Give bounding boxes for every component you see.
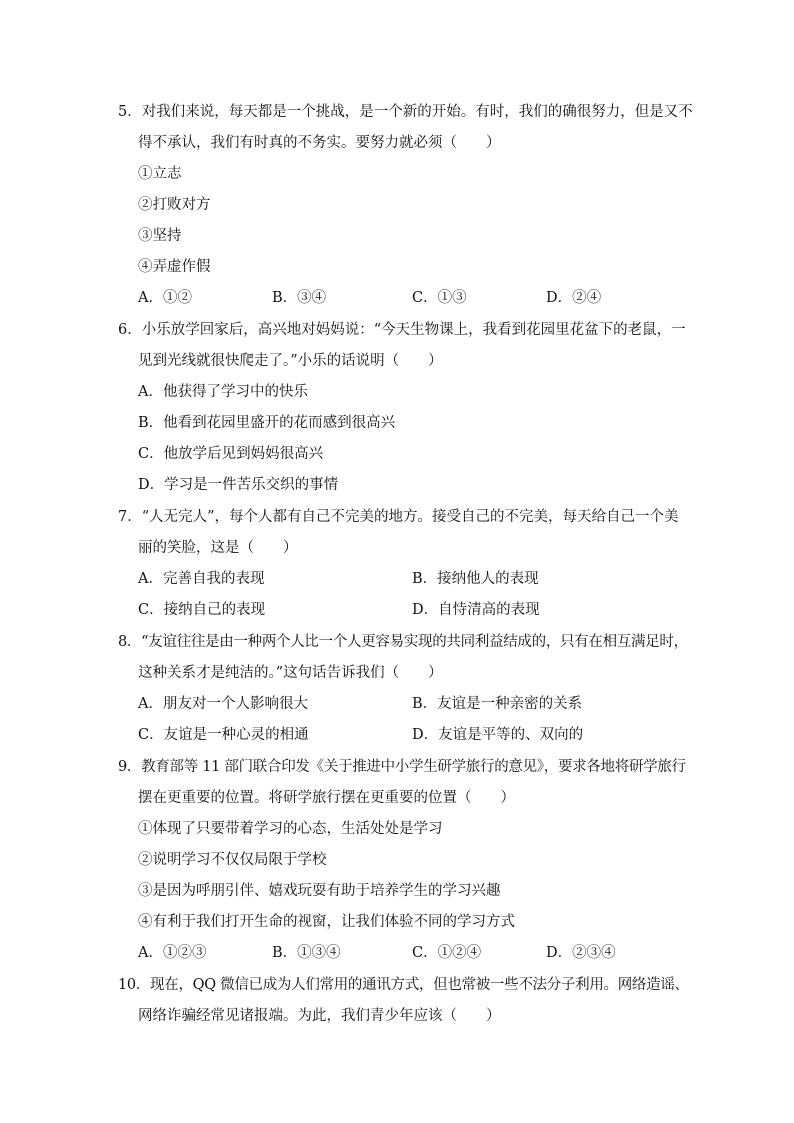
question-10-line-1: 10．现在，QQ 微信已成为人们常用的通讯方式，但也常被一些不法分子利用。网络造谣、 <box>118 977 689 993</box>
question-5-line-1: 5．对我们来说，每天都是一个挑战，是一个新的开始。有时，我们的确很努力，但是又不 <box>118 104 693 120</box>
question-7-option-c[interactable]: C．接纳自己的表现 <box>138 602 266 618</box>
question-5-item-1: ①立志 <box>138 166 182 182</box>
question-6-option-d[interactable]: D．学习是一件苦乐交织的事情 <box>138 477 339 493</box>
question-6-option-b[interactable]: B．他看到花园里盛开的花而感到很高兴 <box>138 415 396 431</box>
question-5-line-2: 得不承认，我们有时真的不务实。要努力就必须（ ） <box>138 135 501 151</box>
question-5-item-4: ④弄虚作假 <box>138 259 211 275</box>
question-7-line-1: 7．“人无完人”，每个人都有自己不完美的地方。接受自己的不完美，每天给自己一个美 <box>118 509 679 525</box>
question-7-option-d[interactable]: D．自恃清高的表现 <box>412 602 540 618</box>
question-7-option-a[interactable]: A．完善自我的表现 <box>138 571 265 587</box>
question-8-option-a[interactable]: A．朋友对一个人影响很大 <box>138 696 308 712</box>
question-10-line-2: 网络诈骗经常见诸报端。为此，我们青少年应该（ ） <box>138 1008 501 1024</box>
question-5-item-3: ③坚持 <box>138 228 182 244</box>
question-5-option-a[interactable]: A．①② <box>138 290 192 306</box>
question-5-option-d[interactable]: D．②④ <box>546 290 602 306</box>
question-7-option-b[interactable]: B．接纳他人的表现 <box>412 571 539 587</box>
question-9-line-1: 9．教育部等 11 部门联合印发《关于推进中小学生研学旅行的意见》，要求各地将研学旅行 <box>118 759 686 775</box>
question-5-option-c[interactable]: C．①③ <box>412 290 467 306</box>
question-8-option-b[interactable]: B．友谊是一种亲密的关系 <box>412 696 583 712</box>
question-9-option-c[interactable]: C．①②④ <box>412 945 482 961</box>
question-6-line-2: 见到光线就很快爬走了。”小乐的话说明（ ） <box>138 353 443 369</box>
question-9-item-4: ④有利于我们打开生命的视窗，让我们体验不同的学习方式 <box>138 914 515 930</box>
question-9-item-1: ①体现了只要带着学习的心态，生活处处是学习 <box>138 821 443 837</box>
question-9-option-a[interactable]: A．①②③ <box>138 945 207 961</box>
question-8-line-1: 8．“友谊往往是由一种两个人比一个人更容易实现的共同利益结成的，只有在相互满足时， <box>118 634 688 650</box>
question-6-option-c[interactable]: C．他放学后见到妈妈很高兴 <box>138 446 324 462</box>
question-9-item-3: ③是因为呼朋引伴、嬉戏玩耍有助于培养学生的学习兴趣 <box>138 883 501 899</box>
question-8-option-d[interactable]: D．友谊是平等的、双向的 <box>412 727 584 743</box>
question-6-option-a[interactable]: A．他获得了学习中的快乐 <box>138 384 308 400</box>
question-7-line-2: 丽的笑脸，这是（ ） <box>138 540 298 556</box>
question-9-option-d[interactable]: D．②③④ <box>546 945 616 961</box>
question-6-line-1: 6．小乐放学回家后，高兴地对妈妈说：“今天生物课上，我看到花园里花盆下的老鼠，一 <box>118 322 686 338</box>
question-9-line-2: 摆在更重要的位置。将研学旅行摆在更重要的位置（ ） <box>138 790 515 806</box>
question-5-item-2: ②打败对方 <box>138 197 211 213</box>
question-5-option-b[interactable]: B．③④ <box>272 290 327 306</box>
question-9-item-2: ②说明学习不仅仅局限于学校 <box>138 852 327 868</box>
question-9-option-b[interactable]: B．①③④ <box>272 945 341 961</box>
question-8-option-c[interactable]: C．友谊是一种心灵的相通 <box>138 727 309 743</box>
question-8-line-2: 这种关系才是纯洁的。”这句话告诉我们（ ） <box>138 665 443 681</box>
